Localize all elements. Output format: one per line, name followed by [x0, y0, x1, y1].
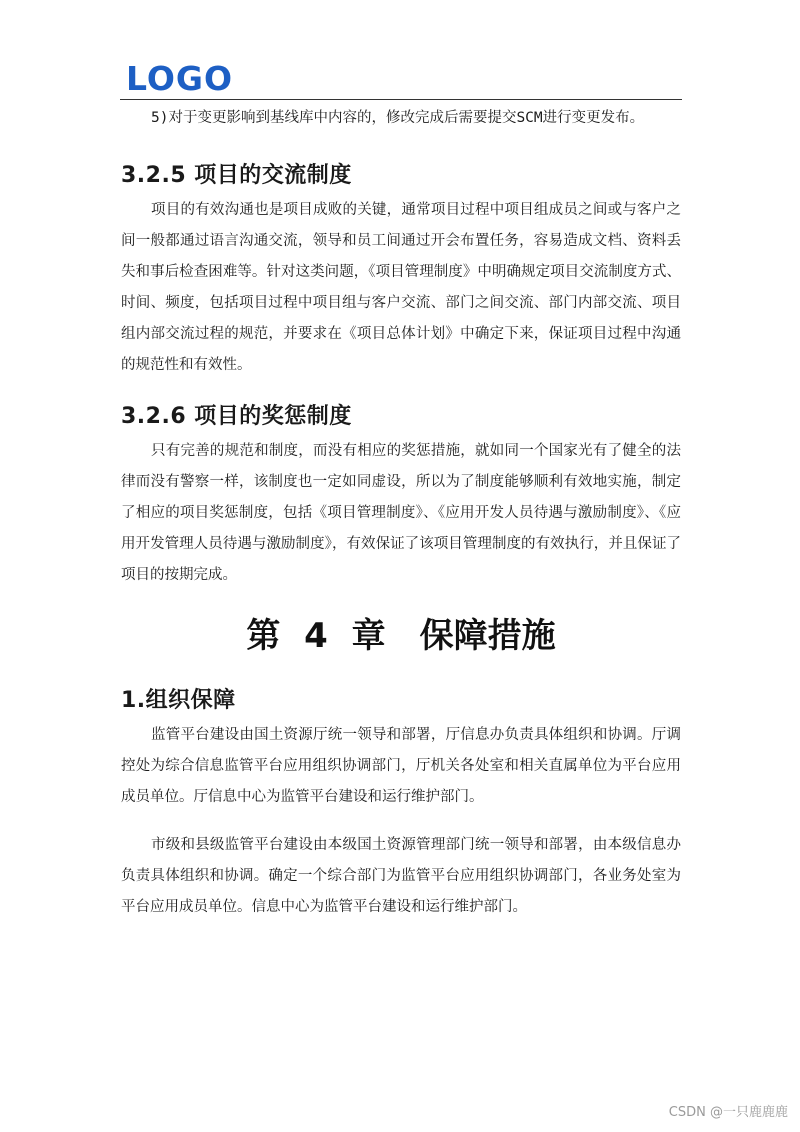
paragraph-organization-2: 市级和县级监管平台建设由本级国土资源管理部门统一领导和部署，由本级信息办负责具体组织和协调。确定一个综合部门为监管平台应用组织协调部门，各业务处室为平台应用成员单位。信息中心为监管平台建设和运行维护部门。	[121, 837, 681, 915]
watermark: CSDN @一只鹿鹿鹿	[668, 1105, 788, 1120]
logo: LOGO	[126, 59, 234, 98]
paragraph-organization-1: 监管平台建设由国土资源厅统一领导和部署，厅信息办负责具体组织和协调。厅调控处为综合信息监管平台应用组织协调部门，厅机关各处室和相关直属单位为平台应用成员单位。厅信息中心为监管平台建设和运行维护部门。	[121, 727, 681, 805]
paragraph-scm: 5)对于变更影响到基线库中内容的，修改完成后需要提交SCM进行变更发布。	[151, 110, 645, 126]
document-body	[121, 103, 681, 923]
paragraph-3-2-6: 只有完善的规范和制度，而没有相应的奖惩措施，就如同一个国家光有了健全的法律而没有警察一样，该制度也一定如同虚设，所以为了制度能够顺利有效地实施，制定了相应的项目奖惩制度，包括《项目管理制度》、《应用开发人员待遇与激励制度》、《应用开发管理人员待遇与激励制度》，有效保证了该项目管理制度的有效执行，并且保证了项目的按期完成。	[121, 443, 681, 583]
chapter-title: 第 4 章 保障措施	[246, 616, 556, 656]
section-heading-3-2-5: 3.2.5 项目的交流制度	[121, 163, 352, 188]
header-divider	[120, 99, 682, 100]
section-heading-organization: 1.组织保障	[121, 688, 236, 713]
paragraph-3-2-5: 项目的有效沟通也是项目成败的关键，通常项目过程中项目组成员之间或与客户之间一般都通过语言沟通交流，领导和员工间通过开会布置任务，容易造成文档、资料丢失和事后检查困难等。针对这类问题，《项目管理制度》中明确规定项目交流制度方式、时间、频度，包括项目过程中项目组与客户交流、部门之间交流、部门内部交流、项目组内部交流过程的规范，并要求在《项目总体计划》中确定下来，保证项目过程中沟通的规范性和有效性。	[121, 202, 681, 373]
section-heading-3-2-6: 3.2.6 项目的奖惩制度	[121, 404, 352, 429]
